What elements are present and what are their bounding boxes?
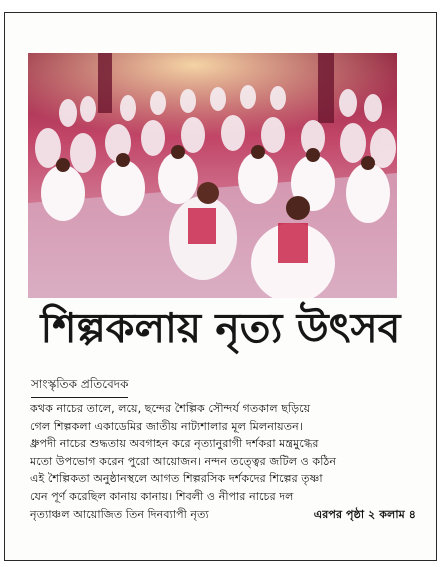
article-body (30, 400, 416, 523)
headline: শিল্পকলায় নৃত্য উৎসব (40, 304, 401, 352)
body-line: এই শৈল্পিকতা অনুষ্ঠানস্থলে আগত শিল্পরসিক দর্শকদের শিল্পের তৃষ্ণা (30, 472, 323, 486)
body-line: কথক নাচের তালে, লয়ে, ছন্দের শৈল্পিক সৌন্দর্য গতকাল ছড়িয়ে (30, 402, 311, 415)
dance-performance-photo (28, 53, 397, 298)
body-line: গেল শিল্পকলা একাডেমির জাতীয় নাট্যশালার মূল মিলনায়তন। (30, 419, 303, 433)
body-line: ধ্রুপদী নাচের শুদ্ধতায় অবগাহন করে নৃত্যানুরাগী দর্শকরা মন্ত্রমুগ্ধের (30, 437, 319, 451)
body-line: মতো উপভোগ করেন পুরো আয়োজন। নন্দন তত্ত্বের জটিল ও কঠিন (30, 454, 337, 468)
body-line: যেন পূর্ণ করেছিল কানায় কানায়। শিবলী ও নীপার নাচের দল (30, 489, 294, 503)
body-last-line (30, 506, 416, 524)
continuation-note: এরপর পৃষ্ঠা ২ কলাম ৪ (313, 507, 416, 521)
body-line: নৃত্যাঞ্চল আয়োজিত তিন দিনব্যাপী নৃত্য (30, 507, 209, 521)
byline: সাংস্কৃতিক প্রতিবেদক (31, 376, 128, 398)
